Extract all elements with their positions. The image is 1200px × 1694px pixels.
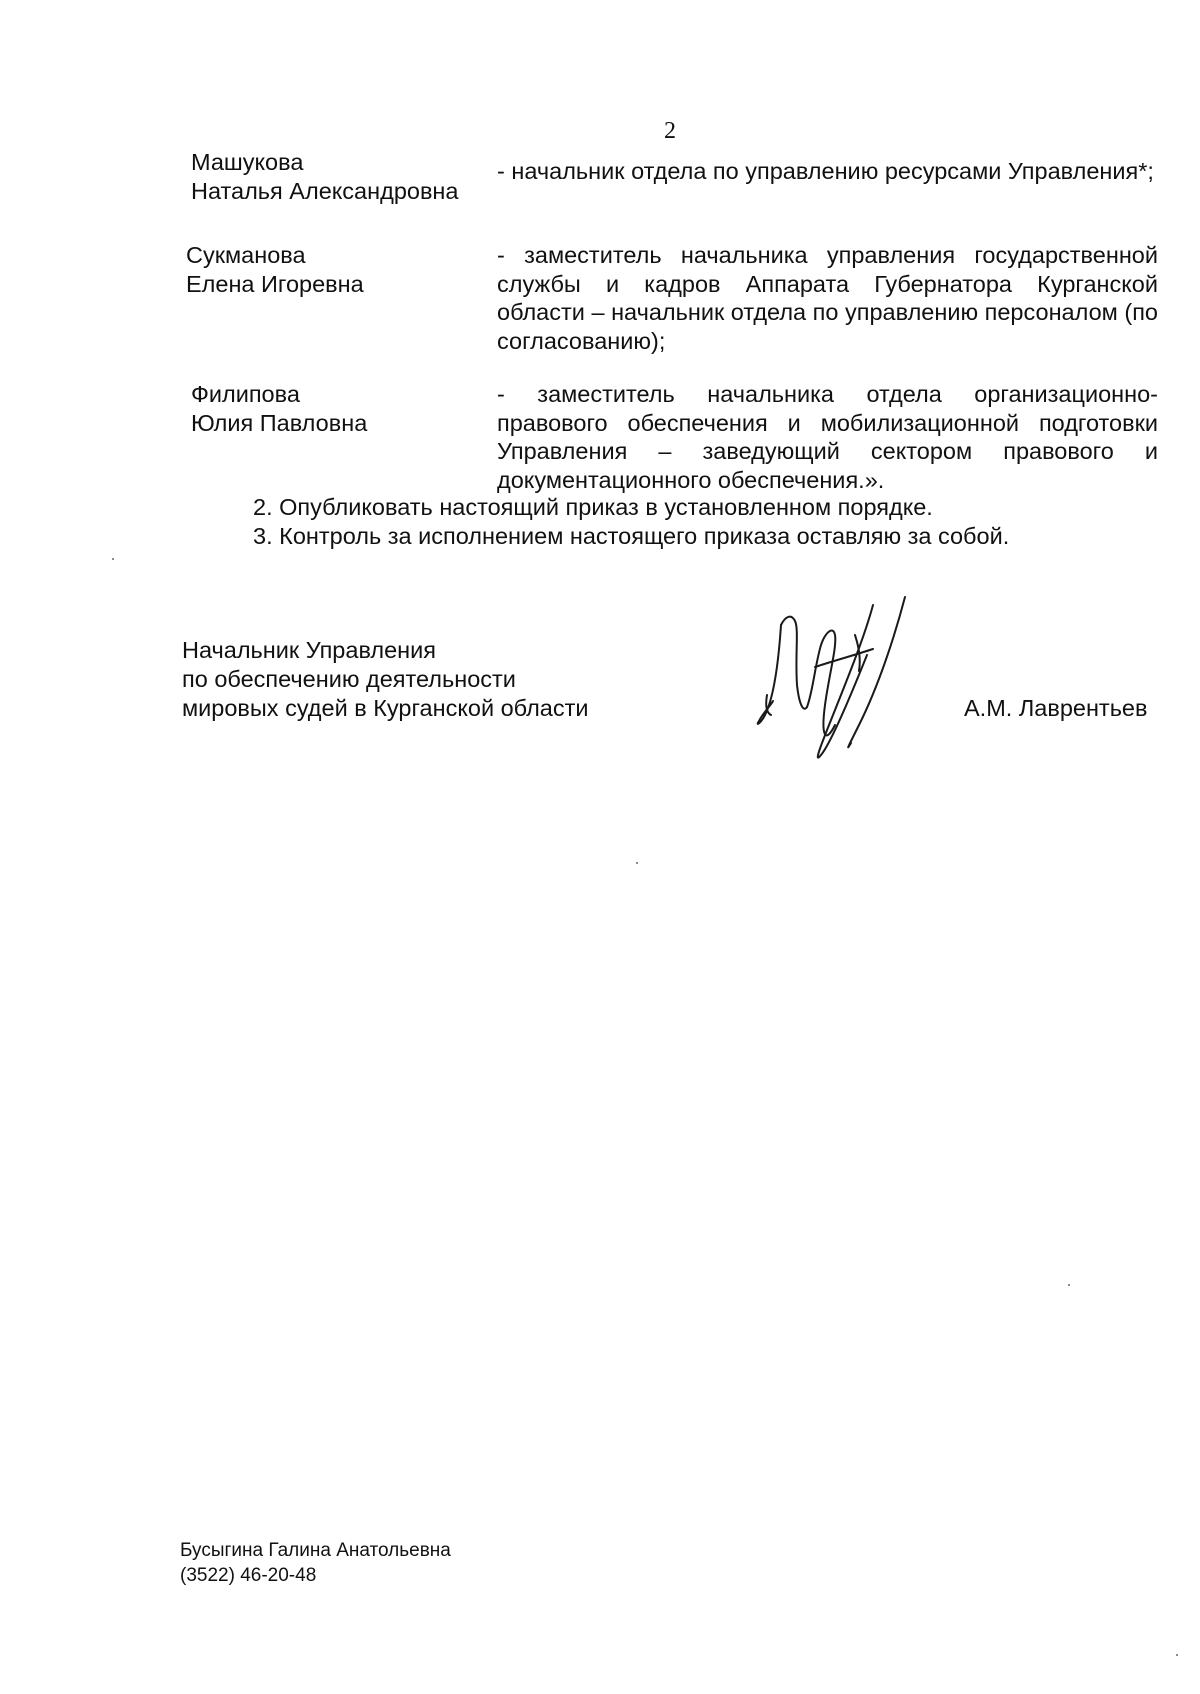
signer-position-line: Начальник Управления (182, 637, 437, 663)
handwritten-signature (755, 595, 955, 775)
order-item: 3. Контроль за исполнением настоящего приказа оставляю за собой. (253, 523, 1010, 549)
member-given-names: Юлия Павловна (191, 410, 368, 436)
signer-position-line: по обеспечению деятельности (182, 666, 516, 692)
member-surname: Филипова (191, 381, 300, 407)
contact-phone: (3522) 46-20-48 (180, 1565, 317, 1586)
order-item: 2. Опубликовать настоящий приказ в установленном порядке. (253, 494, 933, 520)
member-given-names: Елена Игоревна (186, 271, 364, 297)
scan-speck (1068, 1284, 1070, 1286)
page-number: 2 (664, 118, 676, 144)
signer-name: А.М. Лаврентьев (964, 695, 1148, 721)
signer-position (182, 636, 662, 723)
contact-person: Бусыгина Галина Анатольевна (180, 1540, 451, 1561)
member-name (191, 148, 481, 206)
member-role: - заместитель начальника отдела организационно-правового обеспечения и мобилизационной подготовки Управления – заведующий сектором правового и документационного обеспечения.». (497, 381, 1158, 493)
order-items (253, 493, 1153, 551)
member-name (191, 380, 481, 438)
member-role: - заместитель начальника управления государственной службы и кадров Аппарата Губернатора Курганской области – начальник отдела по управлению персоналом (по согласованию); (497, 242, 1158, 354)
member-surname: Сукманова (186, 242, 306, 268)
member-role: - начальник отдела по управлению ресурсами Управления*; (497, 158, 1154, 184)
member-given-names: Наталья Александровна (191, 178, 459, 204)
scan-speck (1176, 1654, 1178, 1656)
signer-position-line: мировых судей в Курганской области (182, 695, 589, 721)
member-name (186, 241, 476, 299)
contact-block (180, 1538, 451, 1588)
scan-speck (112, 558, 114, 560)
scan-speck (636, 862, 638, 864)
member-surname: Машукова (191, 149, 304, 175)
